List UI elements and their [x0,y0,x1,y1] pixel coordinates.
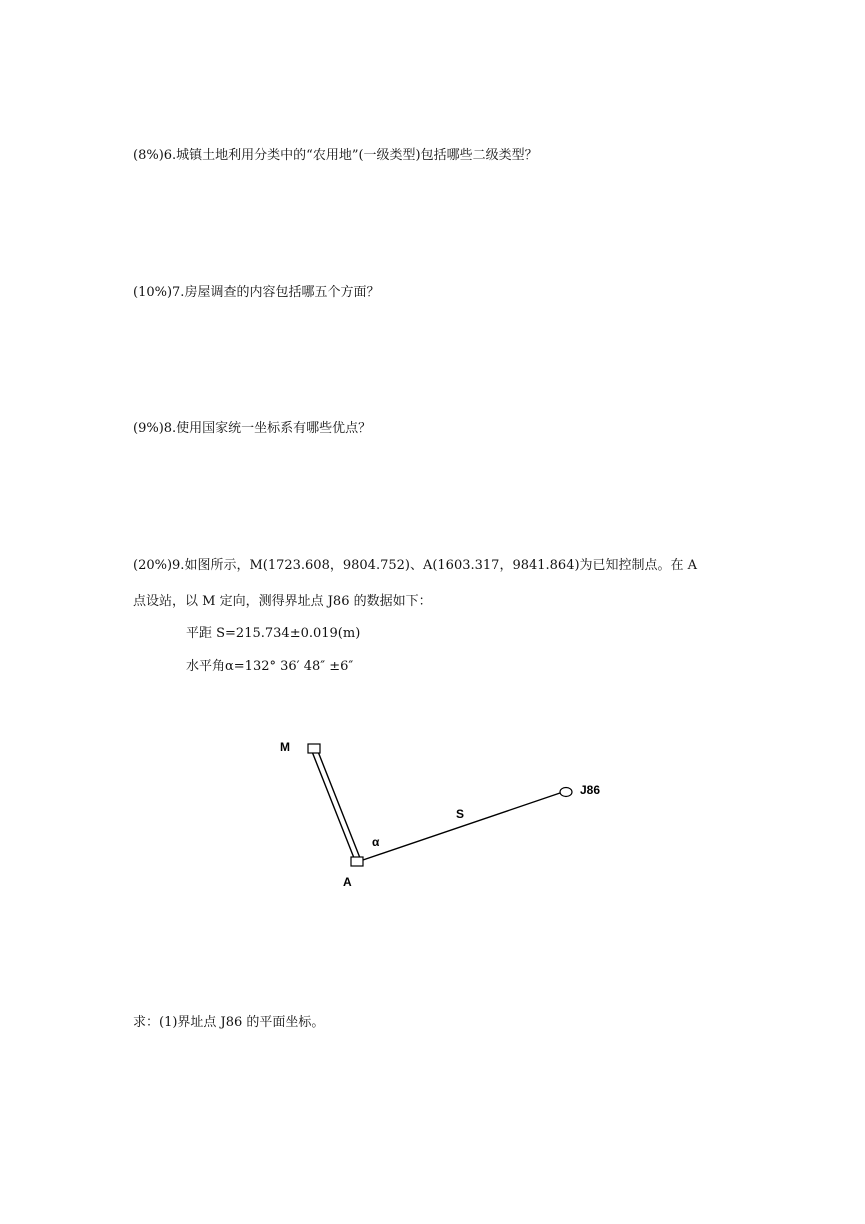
question-7: (10%)7.房屋调查的内容包括哪五个方面？ [133,285,380,300]
question-9-line-2: 点设站，以 M 定向，测得界址点 J86 的数据如下： [133,594,432,609]
line-m-a-inner [317,749,360,858]
point-m-square [308,744,320,753]
point-j86-circle [560,788,572,797]
line-m-a-outer [311,749,354,858]
question-9-line-1: (20%)9.如图所示，M(1723.608，9804.752)、A(1603.317，9841.864)为已知控制点。在 A [133,558,698,573]
point-a-square [351,857,363,866]
label-s: S [456,807,465,821]
question-8: (9%)8.使用国家统一坐标系有哪些优点？ [133,421,372,436]
label-j86: J86 [580,783,601,797]
given-distance: 平距 S=215.734±0.019(m) [186,626,361,641]
label-m: M [280,740,290,754]
question-9-ask: 求：(1)界址点 J86 的平面坐标。 [133,1015,325,1030]
survey-diagram [270,730,630,900]
question-6: (8%)6.城镇土地利用分类中的“农用地”(一级类型)包括哪些二级类型？ [133,148,538,163]
label-alpha: α [372,835,380,849]
label-a: A [343,875,352,889]
given-angle: 水平角α=132° 36′ 48″ ±6″ [186,659,354,674]
line-a-j86 [360,793,560,861]
